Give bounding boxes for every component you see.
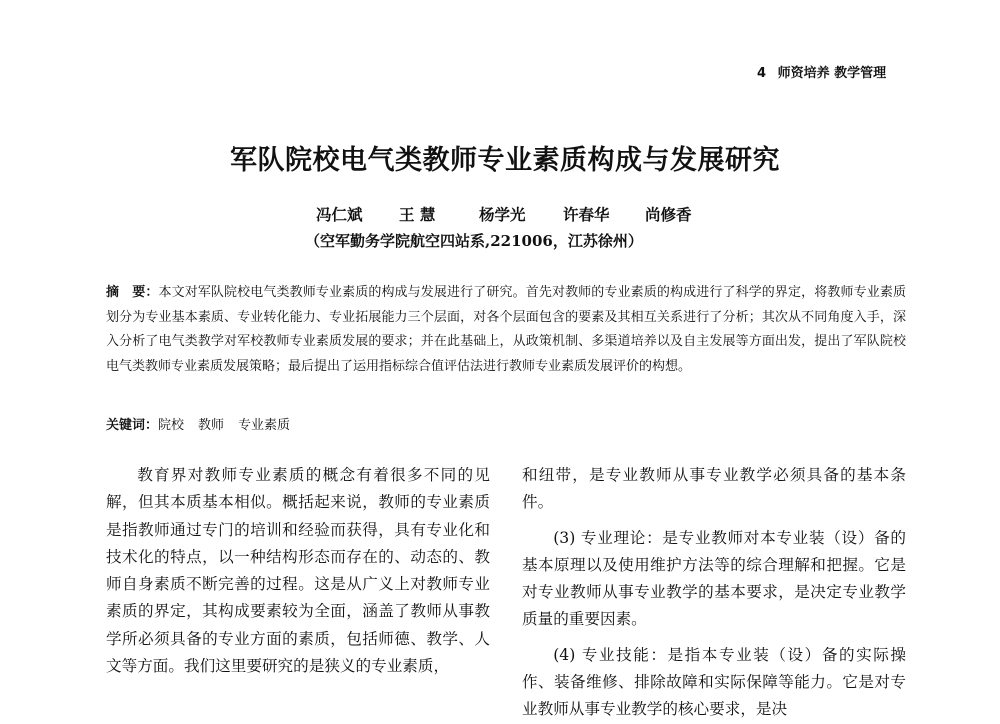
keywords-label: 关键词： xyxy=(106,418,159,433)
author: 王 慧 xyxy=(399,205,436,224)
body-paragraph: (3) 专业理论：是专业教师对本专业装（设）备的基本原理以及使用维护方法等的综合理解和把握。它是对专业教师从事专业教学的基本要求，是决定专业教学质量的重要因素。 xyxy=(522,528,906,629)
page-number: 4 xyxy=(757,66,767,81)
body-column-right xyxy=(522,462,906,724)
keywords xyxy=(106,414,304,433)
author: 许春华 xyxy=(563,205,610,224)
affiliation: （空军勤务学院航空四站系,221006，江苏徐州） xyxy=(305,232,643,250)
author-list xyxy=(316,203,692,225)
author: 尚修香 xyxy=(645,205,692,224)
keyword: 专业素质 xyxy=(238,418,291,433)
section-name: 师资培养 教学管理 xyxy=(777,66,887,81)
body-column-left xyxy=(106,462,490,680)
abstract-text: 本文对军队院校电气类教师专业素质的构成与发展进行了研究。首先对教师的专业素质的构成进行了科学的界定，将教师专业素质划分为专业基本素质、专业转化能力、专业拓展能力三个层面，对各个层面包含的要素及其相互关系进行了分析；其次从不同角度入手，深入分析了电气类教学对军校教师专业素质发展的要求；并在此基础上，从政策机制、多渠道培养以及自主发展等方面出发，提出了军队院校电气类教师专业素质发展策略；最后提出了运用指标综合值评估法进行教师专业素质发展评价的构想。 xyxy=(106,285,906,374)
body-paragraph: 和纽带，是专业教师从事专业教学必须具备的基本条件。 xyxy=(522,466,906,512)
body-paragraph: (4) 专业技能：是指本专业装（设）备的实际操作、装备维修、排除故障和实际保障等能力。它是对专业教师从事专业教学的核心要求，是决 xyxy=(522,645,906,719)
running-header xyxy=(757,62,927,81)
paper-title: 军队院校电气类教师专业素质构成与发展研究 xyxy=(230,145,780,176)
author: 杨学光 xyxy=(479,205,526,224)
author: 冯仁斌 xyxy=(316,205,363,224)
keyword: 教师 xyxy=(198,418,225,433)
abstract xyxy=(106,281,906,379)
body-paragraph: 教育界对教师专业素质的概念有着很多不同的见解，但其本质基本相似。概括起来说，教师的专业素质是指教师通过专门的培训和经验而获得，具有专业化和技术化的特点，以一种结构形态而存在的、动态的、教师自身素质不断完善的过程。这是从广义上对教师专业素质的界定，其构成要素较为全面，涵盖了教师从事教学所必须具备的专业方面的素质，包括师德、教学、人文等方面。我们这里要研究的是狭义的专业素质， xyxy=(106,466,490,676)
keyword: 院校 xyxy=(158,418,185,433)
abstract-label: 摘 要： xyxy=(106,285,159,300)
